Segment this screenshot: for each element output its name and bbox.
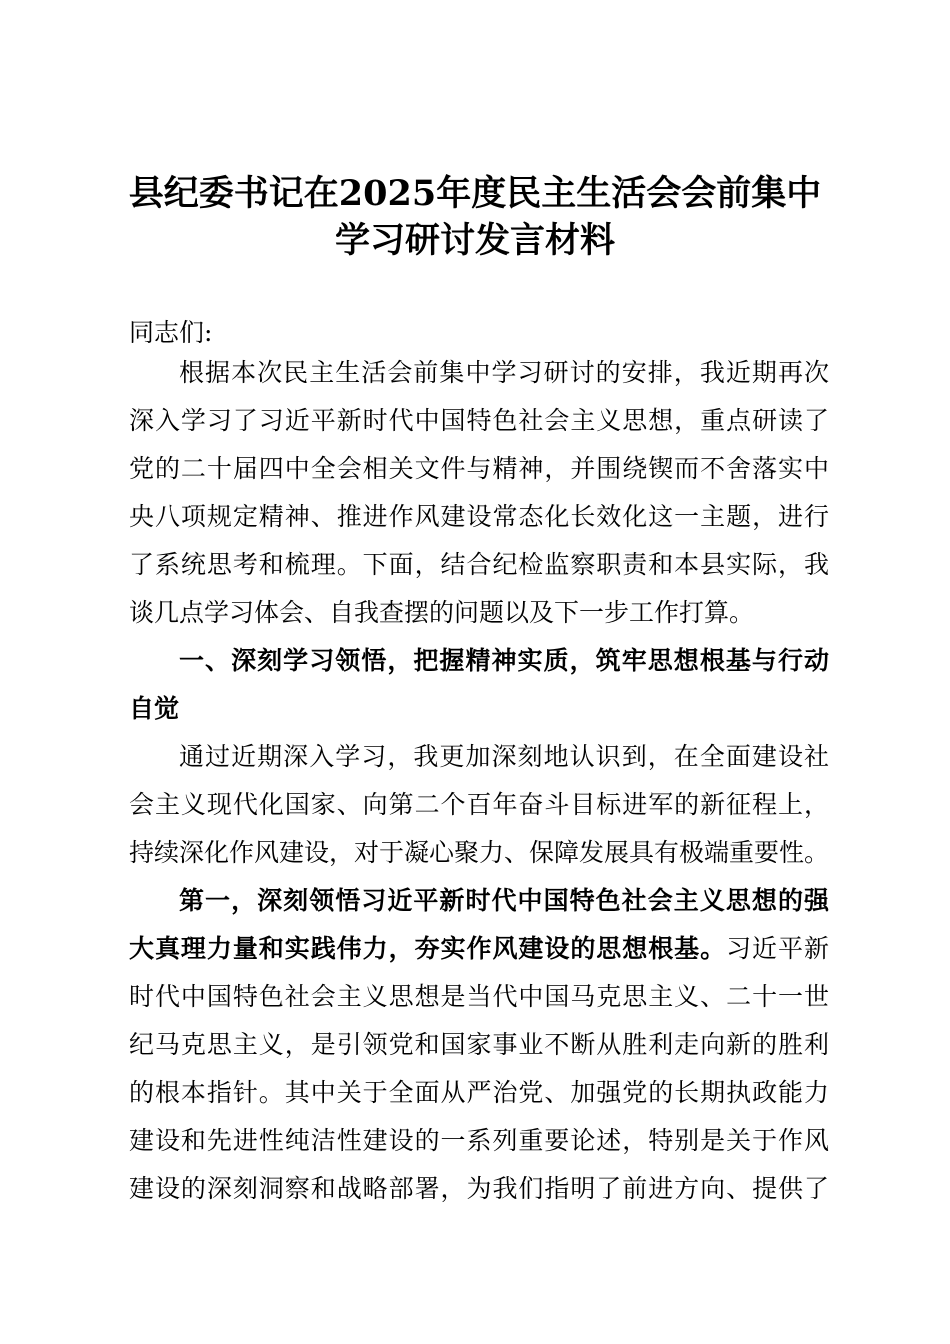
section-heading-line: 一、深刻学习领悟，把握精神实质，筑牢思想根基与行动	[179, 646, 829, 675]
paragraph-line: 的根本指针。其中关于全面从严治党、加强党的长期执政能力	[129, 1078, 829, 1107]
paragraph-line: 会主义现代化国家、向第二个百年奋斗目标进军的新征程上，	[129, 790, 829, 819]
paragraph-line: 谈几点学习体会、自我查摆的问题以及下一步工作打算。	[129, 598, 755, 627]
paragraph-line: 建设的深刻洞察和战略部署，为我们指明了前进方向、提供了	[129, 1174, 829, 1203]
paragraph-line: 纪马克思主义，是引领党和国家事业不断从胜利走向新的胜利	[129, 1030, 829, 1059]
bold-lead-line: 第一，深刻领悟习近平新时代中国特色社会主义思想的强	[179, 886, 829, 915]
paragraph-line: 根据本次民主生活会前集中学习研讨的安排，我近期再次	[179, 358, 829, 387]
section-heading-line: 自觉	[129, 694, 180, 723]
paragraph-line: 央八项规定精神、推进作风建设常态化长效化这一主题，进行	[129, 502, 829, 531]
paragraph-line: 时代中国特色社会主义思想是当代中国马克思主义、二十一世	[129, 982, 829, 1011]
mixed-line	[129, 925, 829, 973]
paragraph-line: 了系统思考和梳理。下面，结合纪检监察职责和本县实际，我	[129, 550, 829, 579]
paragraph-line: 深入学习了习近平新时代中国特色社会主义思想，重点研读了	[129, 406, 829, 435]
paragraph-line: 建设和先进性纯洁性建设的一系列重要论述，特别是关于作风	[129, 1126, 829, 1155]
document-title-line-1: 县纪委书记在2025年度民主生活会会前集中	[128, 173, 822, 214]
paragraph-line: 通过近期深入学习，我更加深刻地认识到，在全面建设社	[179, 742, 829, 771]
salutation: 同志们:	[129, 318, 213, 347]
paragraph-line: 党的二十届四中全会相关文件与精神，并围绕锲而不舍落实中	[129, 454, 829, 483]
paragraph-line: 持续深化作风建设，对于凝心聚力、保障发展具有极端重要性。	[129, 838, 830, 867]
document-title-line-2: 学习研讨发言材料	[334, 220, 615, 261]
bold-lead-sentence: 大真理力量和实践伟力，夯实作风建设的思想根基。	[129, 934, 727, 963]
paragraph-text: 习近平新	[726, 934, 829, 963]
